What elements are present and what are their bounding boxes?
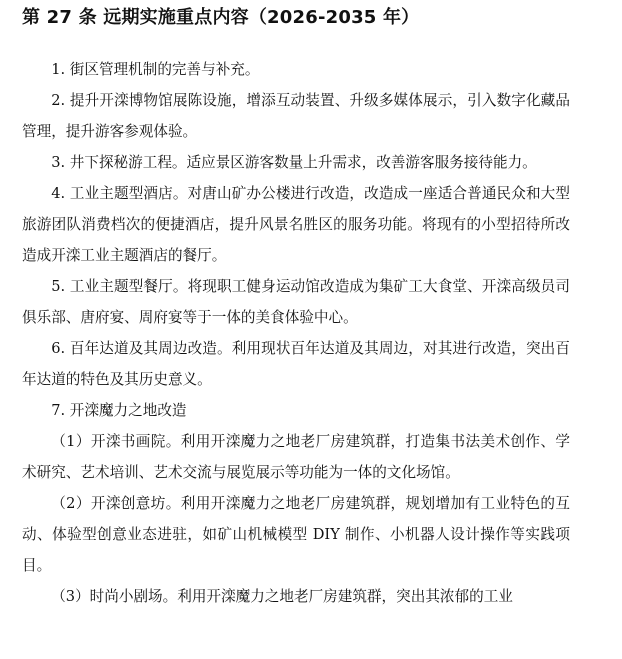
item-6: 6. 百年达道及其周边改造。利用现状百年达道及其周边，对其进行改造，突出百年达道的特色及其历史意义。 <box>22 340 570 388</box>
item-3: 3. 井下探秘游工程。适应景区游客数量上升需求，改善游客服务接待能力。 <box>51 154 537 171</box>
section-body <box>22 54 570 612</box>
section-heading: 第 27 条 远期实施重点内容（2026-2035 年） <box>22 7 420 28</box>
item-5: 5. 工业主题型餐厅。将现职工健身运动馆改造成为集矿工大食堂、开滦高级员司俱乐部、唐府宴、周府宴等于一体的美食体验中心。 <box>22 278 570 326</box>
item-1: 1. 街区管理机制的完善与补充。 <box>51 61 260 78</box>
item-7-sub-1: （1）开滦书画院。利用开滦魔力之地老厂房建筑群，打造集书法美术创作、学术研究、艺术培训、艺术交流与展览展示等功能为一体的文化场馆。 <box>22 433 570 481</box>
item-7-sub-3: （3）时尚小剧场。利用开滦魔力之地老厂房建筑群，突出其浓郁的工业 <box>51 588 513 605</box>
item-7-sub-2: （2）开滦创意坊。利用开滦魔力之地老厂房建筑群，规划增加有工业特色的互动、体验型创意业态进驻，如矿山机械模型 DIY 制作、小机器人设计操作等实践项目。 <box>22 495 570 574</box>
item-7: 7. 开滦魔力之地改造 <box>51 402 187 419</box>
item-4: 4. 工业主题型酒店。对唐山矿办公楼进行改造，改造成一座适合普通民众和大型旅游团队消费档次的便捷酒店，提升风景名胜区的服务功能。将现有的小型招待所改造成开滦工业主题酒店的餐厅。 <box>22 185 570 264</box>
item-2: 2. 提升开滦博物馆展陈设施，增添互动装置、升级多媒体展示，引入数字化藏品管理，提升游客参观体验。 <box>22 92 570 140</box>
